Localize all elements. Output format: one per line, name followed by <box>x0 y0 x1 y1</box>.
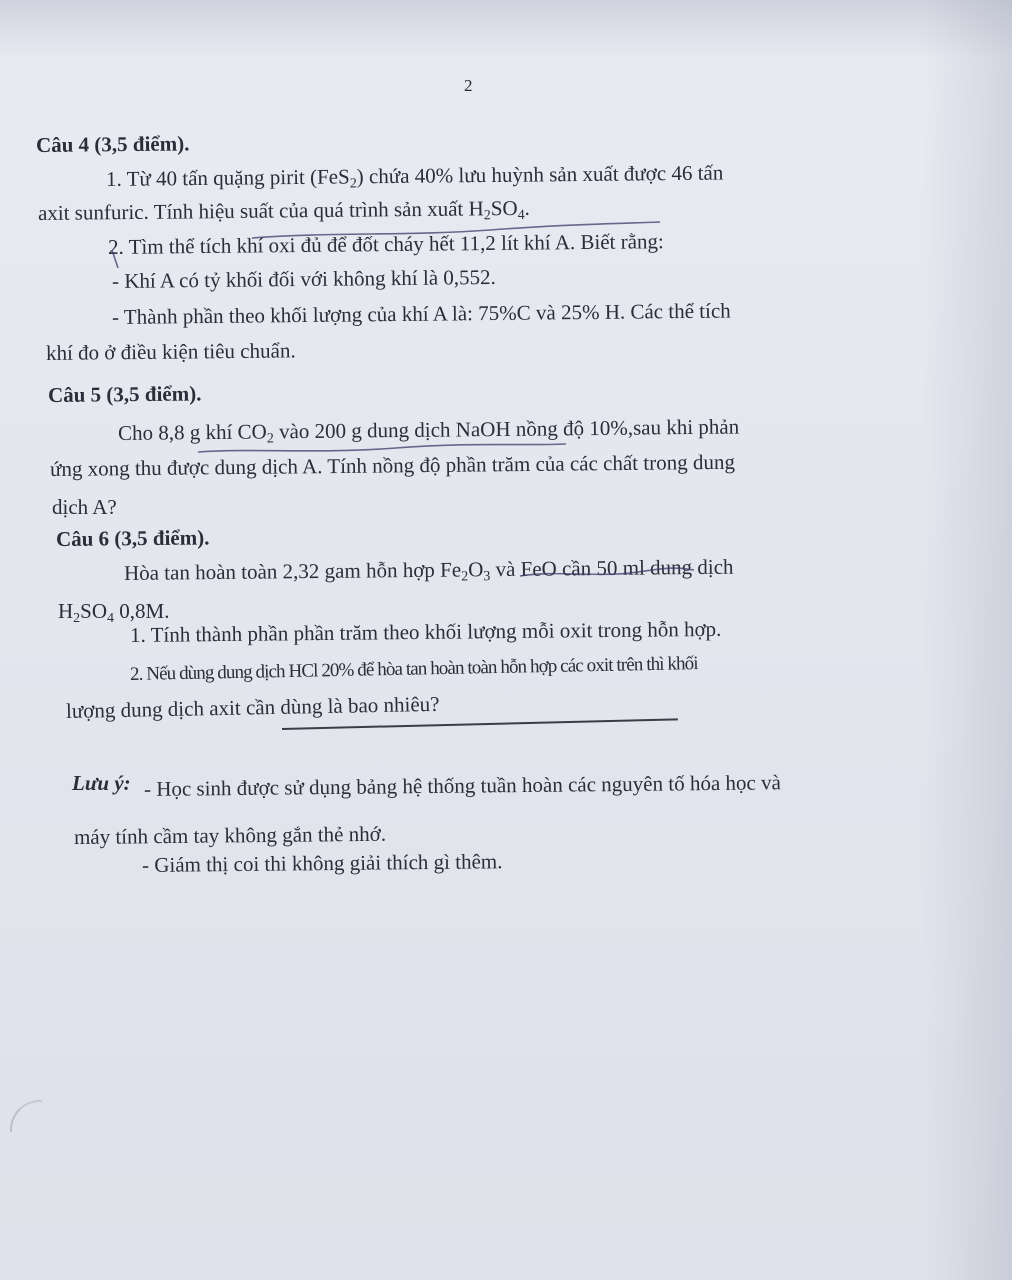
q6-line1-sub-2: 3 <box>483 569 491 585</box>
q5-line1-text-b: vào 200 g dung dịch NaOH nồng độ 10%,sau khi phản <box>273 414 740 444</box>
photo-shadow-top <box>0 0 1012 60</box>
q4-p1-subscript: 2 <box>349 176 357 192</box>
q4-p1-text-b: ) chứa 40% lưu huỳnh sản xuất được 46 tấn <box>356 160 724 189</box>
photo-shadow-right <box>922 0 1012 1280</box>
question-6-item-2: 2. Nếu dùng dung dịch HCl 20% để hòa tan hoàn toàn hỗn hợp các oxit trên thì khối <box>129 653 698 685</box>
q4-p1-line2-text-b: SO <box>490 195 518 221</box>
q6-line2-text-c: 0,8M. <box>114 599 170 623</box>
q5-line1-text-a: Cho 8,8 g khí CO <box>117 419 267 445</box>
question-6-title: Câu 6 (3,5 điểm). <box>55 525 210 551</box>
question-4-bullet-2-continued: khí đo ở điều kiện tiêu chuẩn. <box>45 338 296 365</box>
question-4-title: Câu 4 (3,5 điểm). <box>35 131 190 157</box>
question-6-line-2 <box>58 598 169 624</box>
q6-line1-text-c: và FeO cần 50 ml dung dịch <box>490 554 734 582</box>
question-4-part-1-line-1 <box>106 160 724 192</box>
q4-p1-line2-sub-2: 4 <box>517 207 525 223</box>
q4-p1-line2-sub-1: 2 <box>483 208 491 224</box>
pen-tick-mark <box>108 246 138 276</box>
page-number: 2 <box>464 76 473 95</box>
q4-p1-line2-text-a: axit sunfuric. Tính hiệu suất của quá trình sản xuất H <box>37 196 484 225</box>
q6-line1-text-b: O <box>467 557 484 582</box>
pen-underline-mark-2 <box>196 430 576 460</box>
note-line-1: - Học sinh được sử dụng bảng hệ thống tuần hoàn các nguyên tố hóa học và <box>143 770 781 801</box>
note-line-1-continued: máy tính cầm tay không gắn thẻ nhớ. <box>73 821 387 849</box>
q6-line1-sub-1: 2 <box>461 569 469 585</box>
note-line-2: - Giám thị coi thi không giải thích gì thêm. <box>141 849 503 877</box>
q6-line2-text-a: H <box>58 599 74 623</box>
pen-underline-mark-3 <box>518 560 698 586</box>
q6-line2-sub-1: 2 <box>73 611 81 626</box>
end-of-questions-rule <box>282 718 678 730</box>
paper-fold-mark <box>10 1100 42 1132</box>
q6-line1-text-a: Hòa tan hoàn toàn 2,32 gam hỗn hợp Fe <box>123 557 462 585</box>
question-5-title: Câu 5 (3,5 điểm). <box>47 381 202 407</box>
q6-line2-text-b: SO <box>80 599 108 623</box>
q4-p1-text-a: 1. Từ 40 tấn quặng pirit (FeS <box>105 164 350 191</box>
question-5-line-2: ứng xong thu được dung dịch A. Tính nồng độ phần trăm của các chất trong dung <box>49 449 736 481</box>
question-4-part-2: 2. Tìm thể tích khí oxi đủ để đốt cháy hết 11,2 lít khí A. Biết rằng: <box>107 229 664 259</box>
question-6-item-1: 1. Tính thành phần phần trăm theo khối lượng mỗi oxit trong hỗn hợp. <box>129 616 722 647</box>
q5-line1-subscript: 2 <box>266 431 274 447</box>
question-5-line-3: dịch A? <box>52 495 117 519</box>
question-4-bullet-1: - Khí A có tỷ khối đối với không khí là 0,552. <box>111 264 496 293</box>
question-6-item-2-continued: lượng dung dịch axit cần dùng là bao nhiêu? <box>65 691 440 723</box>
q4-p1-line2-text-c: . <box>524 195 530 220</box>
question-4-bullet-2: - Thành phần theo khối lượng của khí A là: 75%C và 25% H. Các thể tích <box>111 298 731 329</box>
q6-line2-sub-2: 4 <box>107 611 115 626</box>
note-title: Lưu ý: <box>72 771 131 795</box>
